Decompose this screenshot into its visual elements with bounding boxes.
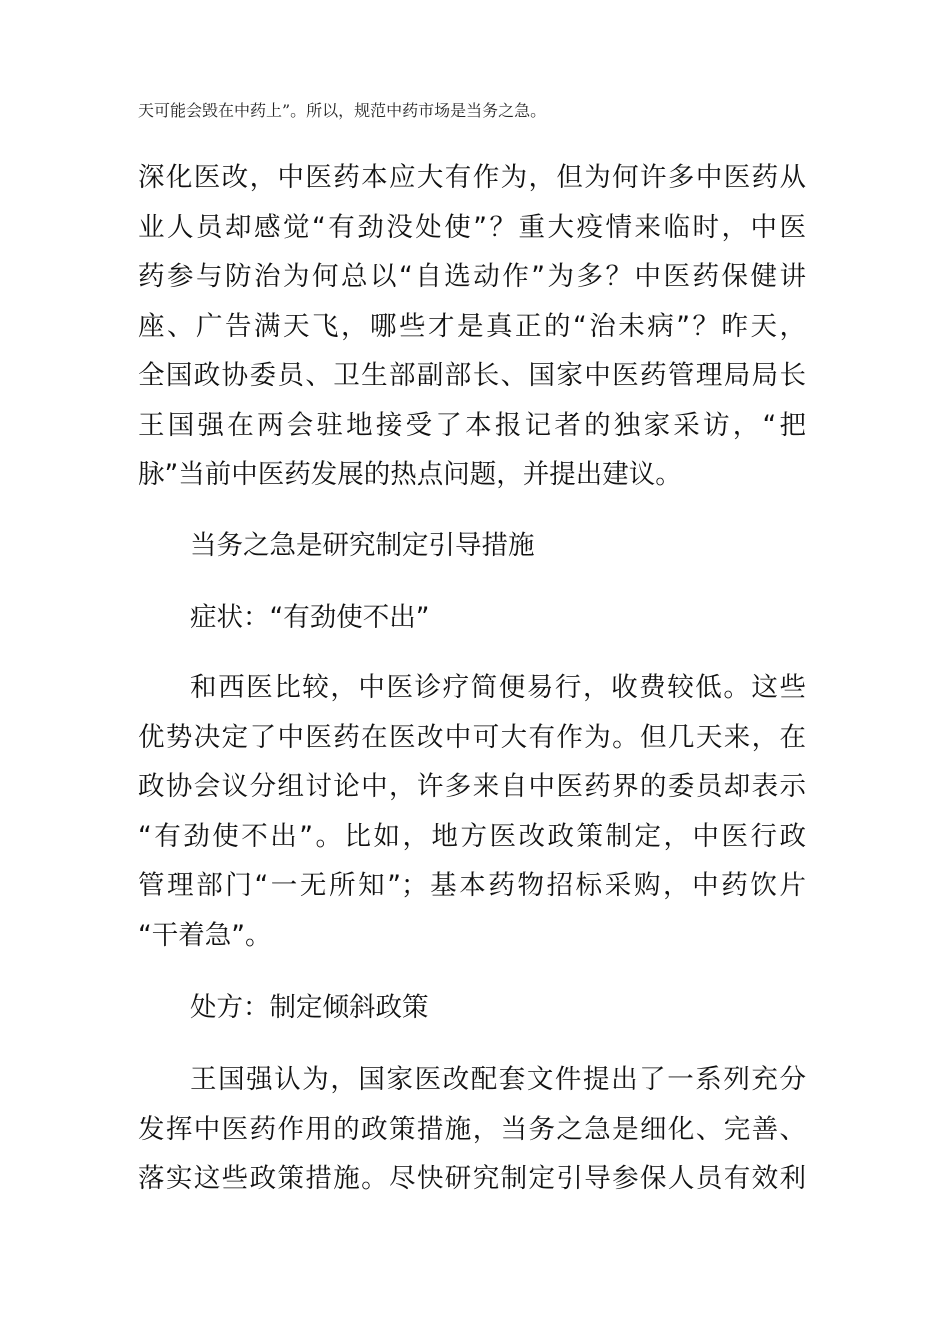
prescription-paragraph xyxy=(138,1055,806,1204)
symptom-heading: 症状：“有劲使不出” xyxy=(190,602,430,633)
intro-paragraph xyxy=(138,153,806,500)
section-heading: 当务之急是研究制定引导措施 xyxy=(190,530,535,561)
symptom-line: 优势决定了中医药在医改中可大有作为。但几天来，在 xyxy=(138,721,806,753)
intro-line: 座、广告满天飞，哪些才是真正的“治未病”？昨天， xyxy=(138,310,806,342)
intro-line: 脉”当前中医药发展的热点问题，并提出建议。 xyxy=(138,459,682,490)
prescription-line: 落实这些政策措施。尽快研究制定引导参保人员有效利 xyxy=(138,1163,806,1194)
symptom-line: 和西医比较，中医诊疗简便易行，收费较低。这些 xyxy=(190,672,806,703)
symptom-line: 管理部门“一无所知”；基本药物招标采购，中药饮片 xyxy=(138,870,806,901)
prescription-line: 发挥中医药作用的政策措施，当务之急是细化、完善、 xyxy=(138,1113,806,1145)
intro-line: 深化医改，中医药本应大有作为，但为何许多中医药从 xyxy=(138,162,806,193)
symptom-line: 政协会议分组讨论中，许多来自中医药界的委员却表示 xyxy=(138,771,806,802)
intro-line: 王国强在两会驻地接受了本报记者的独家采访，“把 xyxy=(138,409,806,441)
intro-line: 全国政协委员、卫生部副部长、国家中医药管理局局长 xyxy=(138,360,806,391)
symptom-line: “有劲使不出”。比如，地方医改政策制定，中医行政 xyxy=(138,820,806,852)
prescription-line: 王国强认为，国家医改配套文件提出了一系列充分 xyxy=(190,1064,806,1095)
symptom-paragraph xyxy=(138,663,806,960)
intro-line: 业人员却感觉“有劲没处使”？重大疫情来临时，中医 xyxy=(138,211,806,243)
intro-line: 药参与防治为何总以“自选动作”为多？中医药保健讲 xyxy=(138,261,806,292)
prescription-heading: 处方：制定倾斜政策 xyxy=(190,992,429,1023)
symptom-line: “干着急”。 xyxy=(138,919,272,951)
carryover-line: 天可能会毁在中药上”。所以，规范中药市场是当务之急。 xyxy=(138,101,547,120)
